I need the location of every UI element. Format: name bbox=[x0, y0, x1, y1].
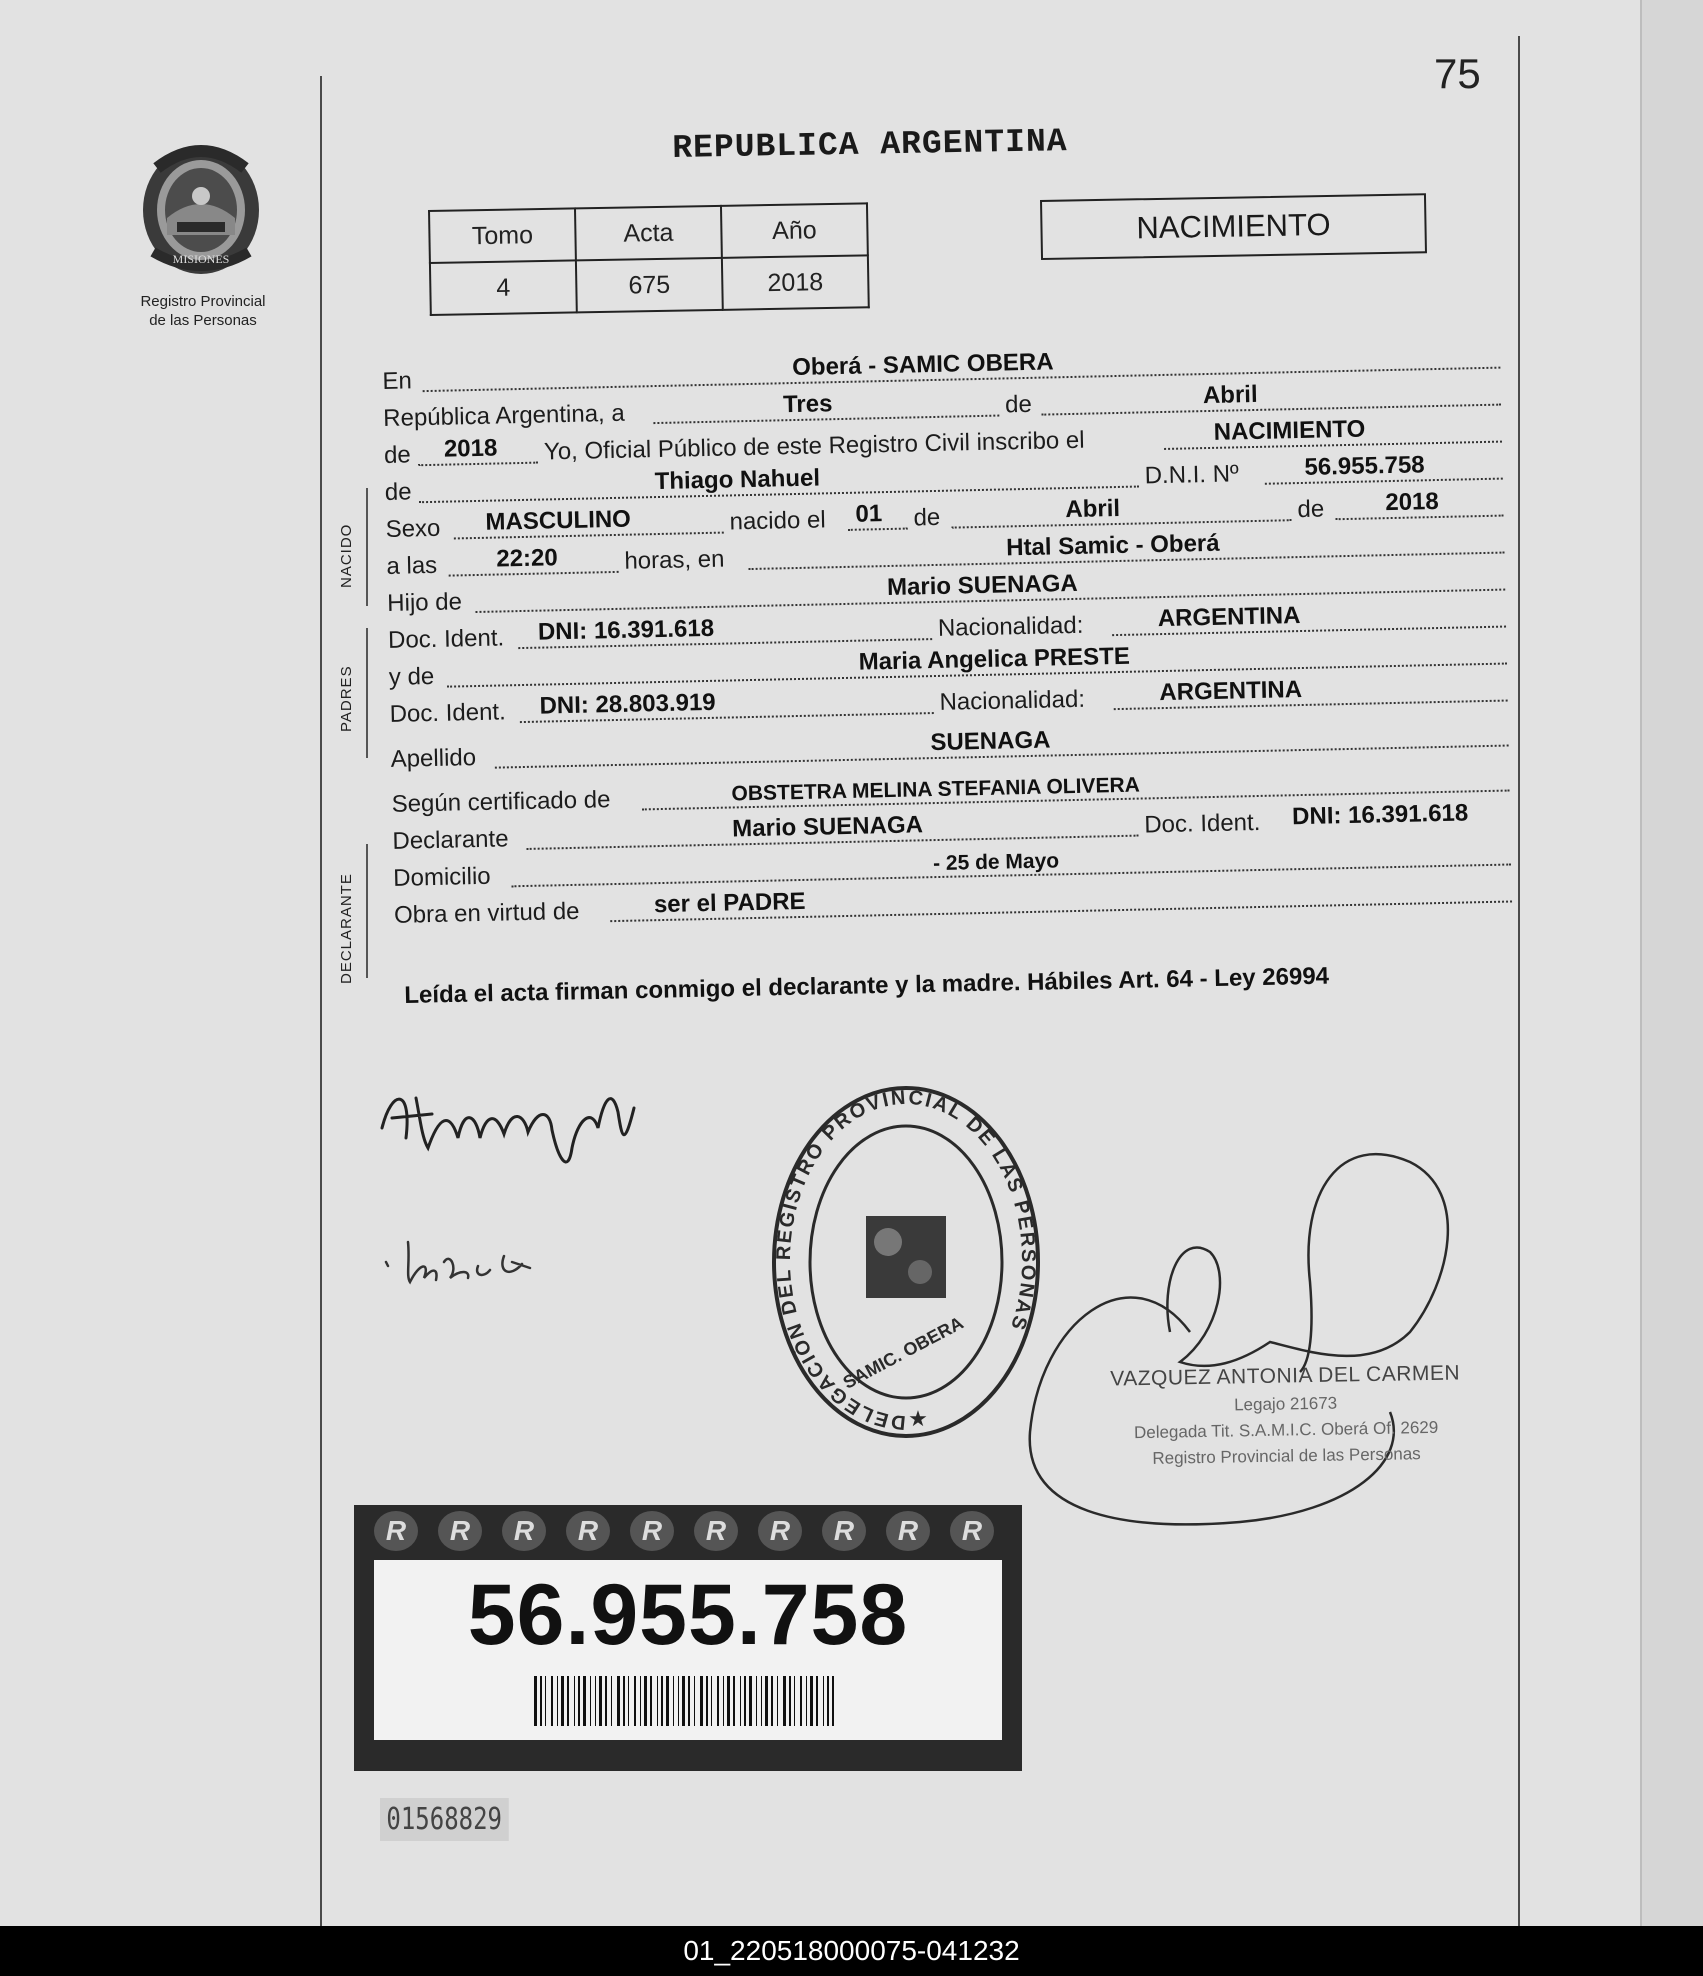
barcode bbox=[534, 1676, 834, 1726]
row-declarant: Declarante Mario SUENAGA Doc. Ident. DNI: 16.391.618 bbox=[392, 799, 1469, 855]
barcode-bar bbox=[567, 1676, 569, 1726]
barcode-bar bbox=[744, 1676, 746, 1726]
barcode-bar bbox=[777, 1676, 778, 1726]
barcode-bar bbox=[628, 1676, 629, 1726]
acta-value: 675 bbox=[576, 258, 723, 313]
mother-signature bbox=[380, 1232, 540, 1292]
barcode-bar bbox=[771, 1676, 773, 1726]
anio-value: 2018 bbox=[722, 255, 869, 310]
mother-value: Maria Angelica PRESTE bbox=[858, 642, 1131, 676]
row-father-doc: Doc. Ident. DNI: 16.391.618 Nacionalidad: ARGENTINA bbox=[388, 597, 1507, 658]
birth-month-value: Abril bbox=[1065, 494, 1121, 524]
sticker-badge: R bbox=[630, 1511, 674, 1551]
anio-header: Año bbox=[721, 203, 868, 258]
barcode-bar bbox=[723, 1676, 724, 1726]
barcode-bar bbox=[756, 1676, 757, 1726]
barcode-bar bbox=[827, 1676, 829, 1726]
barcode-bar bbox=[711, 1676, 712, 1726]
father-value: Mario SUENAGA bbox=[886, 569, 1078, 602]
barcode-bar bbox=[727, 1676, 730, 1726]
birth-place-value: Htal Samic - Oberá bbox=[1005, 529, 1220, 562]
barcode-bar bbox=[650, 1676, 652, 1726]
barcode-bar bbox=[534, 1676, 537, 1726]
barcode-bar bbox=[661, 1676, 663, 1726]
officer-name: VAZQUEZ ANTONIA DEL CARMEN bbox=[1110, 1361, 1461, 1391]
row-date: República Argentina, a Tres de Abril bbox=[383, 375, 1502, 436]
barcode-bar bbox=[761, 1676, 762, 1726]
birth-day-value: 01 bbox=[855, 500, 883, 528]
barcode-bar bbox=[688, 1676, 690, 1726]
barcode-bar bbox=[706, 1676, 708, 1726]
mother-doc-value: DNI: 28.803.919 bbox=[539, 688, 716, 720]
month-value: Abril bbox=[1202, 380, 1258, 410]
officer-block bbox=[1085, 1361, 1487, 1470]
barcode-bar bbox=[800, 1676, 802, 1726]
registry-label: Registro Provincial de las Personas bbox=[140, 293, 266, 329]
row-child: de Thiago Nahuel D.N.I. Nº 56.955.758 bbox=[384, 449, 1503, 510]
sticker-badge: R bbox=[758, 1511, 802, 1551]
dni-number: 56.955.758 bbox=[467, 1567, 909, 1663]
barcode-bar bbox=[749, 1676, 752, 1726]
closing-statement: Leída el acta firman conmigo el declarante y la madre. Hábiles Art. 64 - Ley 26994 bbox=[404, 962, 1330, 1009]
birth-record-form bbox=[382, 338, 1512, 933]
year-value: 2018 bbox=[443, 434, 498, 463]
row-certificate: Según certificado de OBSTETRA MELINA STEFANIA OLIVERA bbox=[391, 761, 1510, 822]
capacity-value: ser el PADRE bbox=[653, 887, 806, 919]
barcode-bar bbox=[678, 1676, 679, 1726]
section-padres-line bbox=[366, 628, 368, 758]
acta-header: Acta bbox=[575, 206, 722, 261]
barcode-bar bbox=[794, 1676, 795, 1726]
barcode-bar bbox=[694, 1676, 695, 1726]
tomo-header: Tomo bbox=[429, 208, 576, 263]
surname-value: SUENAGA bbox=[930, 726, 1051, 757]
row-place: En Oberá - SAMIC OBERA bbox=[382, 338, 1501, 399]
sticker-badge: R bbox=[374, 1511, 418, 1551]
row-year: de 2018 Yo, Oficial Público de este Registro Civil inscribo el NACIMIENTO bbox=[384, 412, 1503, 473]
sticker-badge: R bbox=[502, 1511, 546, 1551]
section-declarante-line bbox=[366, 844, 368, 978]
barcode-bar bbox=[623, 1676, 625, 1726]
barcode-bar bbox=[789, 1676, 791, 1726]
declarant-signature bbox=[372, 1068, 682, 1178]
barcode-bar bbox=[574, 1676, 575, 1726]
barcode-bar bbox=[561, 1676, 564, 1726]
row-time-place: a las 22:20 horas, en Htal Samic - Oberá bbox=[386, 523, 1505, 584]
dni-sticker bbox=[354, 1505, 1022, 1771]
sticker-badge: R bbox=[950, 1511, 994, 1551]
barcode-bar bbox=[673, 1676, 674, 1726]
row-address: Domicilio - 25 de Mayo bbox=[393, 834, 1512, 895]
sticker-badge: R bbox=[822, 1511, 866, 1551]
sticker-badge: R bbox=[694, 1511, 738, 1551]
birth-time-value: 22:20 bbox=[496, 544, 558, 573]
barcode-bar bbox=[611, 1676, 612, 1726]
barcode-bar bbox=[765, 1676, 768, 1726]
barcode-bar bbox=[682, 1676, 685, 1726]
barcode-bar bbox=[740, 1676, 741, 1726]
row-mother: y de Maria Angelica PRESTE bbox=[388, 634, 1507, 695]
child-name-value: Thiago Nahuel bbox=[654, 464, 821, 496]
barcode-bar bbox=[717, 1676, 719, 1726]
barcode-bar bbox=[578, 1676, 580, 1726]
birth-year-value: 2018 bbox=[1385, 487, 1439, 517]
sticker-badge: R bbox=[886, 1511, 930, 1551]
inscribo-value: NACIMIENTO bbox=[1213, 415, 1366, 446]
barcode-bar bbox=[832, 1676, 834, 1726]
certificate-value: OBSTETRA MELINA STEFANIA OLIVERA bbox=[731, 773, 1141, 806]
barcode-bar bbox=[595, 1676, 596, 1726]
right-margin-line bbox=[1518, 36, 1520, 1926]
barcode-bar bbox=[590, 1676, 591, 1726]
dni-sticker-panel bbox=[374, 1560, 1002, 1740]
father-doc-value: DNI: 16.391.618 bbox=[537, 614, 715, 646]
section-padres-label: PADRES bbox=[338, 665, 355, 732]
row-father: Hijo de Mario SUENAGA bbox=[387, 560, 1506, 621]
section-nacido-line bbox=[366, 488, 368, 606]
stamp-sub-text: SAMIC. OBERA bbox=[839, 1312, 967, 1393]
sex-value: MASCULINO bbox=[485, 505, 632, 536]
row-surname: Apellido SUENAGA bbox=[390, 716, 1509, 777]
barcode-bar bbox=[551, 1676, 553, 1726]
row-mother-doc: Doc. Ident. DNI: 28.803.919 Nacionalidad: ARGENTINA bbox=[389, 671, 1508, 732]
serial-number: 01568829 bbox=[380, 1798, 508, 1841]
section-nacido-label: NACIDO bbox=[338, 523, 355, 588]
day-value: Tres bbox=[782, 390, 833, 419]
child-dni-value: 56.955.758 bbox=[1304, 451, 1425, 481]
declarant-doc-value: DNI: 16.391.618 bbox=[1291, 799, 1469, 831]
barcode-bar bbox=[599, 1676, 602, 1726]
mother-nat-value: ARGENTINA bbox=[1159, 676, 1303, 707]
father-nat-value: ARGENTINA bbox=[1157, 602, 1301, 633]
officer-registry: Registro Provincial de las Personas bbox=[1152, 1444, 1421, 1468]
svg-text:★: ★ bbox=[908, 1406, 928, 1431]
act-type-box: NACIMIENTO bbox=[1040, 193, 1427, 260]
barcode-bar bbox=[605, 1676, 607, 1726]
barcode-bar bbox=[666, 1676, 669, 1726]
barcode-bar bbox=[816, 1676, 818, 1726]
sticker-badge: R bbox=[438, 1511, 482, 1551]
stamp-ring-text: DELEGACIÓN DEL REGISTRO PROVINCIAL DE LAS PERSONAS bbox=[772, 1086, 1040, 1434]
officer-role: Delegada Tit. S.A.M.I.C. Oberá Of. 2629 bbox=[1133, 1417, 1439, 1443]
barcode-bar bbox=[700, 1676, 703, 1726]
barcode-bar bbox=[783, 1676, 786, 1726]
page-number: 75 bbox=[1434, 50, 1481, 97]
section-declarante-label: DECLARANTE bbox=[338, 873, 355, 984]
document-title: REPUBLICA ARGENTINA bbox=[672, 123, 1068, 167]
barcode-bar bbox=[617, 1676, 620, 1726]
footer-id: 01_220518000075-041232 bbox=[0, 1926, 1703, 1976]
tomo-value: 4 bbox=[430, 260, 577, 315]
barcode-bar bbox=[583, 1676, 586, 1726]
officer-legajo: Legajo 21673 bbox=[1233, 1393, 1338, 1415]
barcode-bar bbox=[557, 1676, 558, 1726]
row-capacity: Obra en virtud de ser el PADRE bbox=[394, 871, 1513, 932]
sticker-badge: R bbox=[566, 1511, 610, 1551]
officer-signature bbox=[1010, 1132, 1480, 1532]
barcode-bar bbox=[634, 1676, 636, 1726]
address-value: - 25 de Mayo bbox=[932, 849, 1060, 876]
barcode-bar bbox=[657, 1676, 658, 1726]
left-margin-line bbox=[320, 76, 322, 1926]
barcode-bar bbox=[806, 1676, 807, 1726]
provincial-seal bbox=[135, 140, 267, 280]
place-value: Oberá - SAMIC OBERA bbox=[791, 348, 1054, 382]
barcode-bar bbox=[733, 1676, 735, 1726]
declarant-value: Mario SUENAGA bbox=[731, 811, 924, 843]
barcode-bar bbox=[540, 1676, 542, 1726]
tomo-acta-table bbox=[428, 202, 870, 316]
barcode-bar bbox=[644, 1676, 647, 1726]
barcode-bar bbox=[810, 1676, 813, 1726]
seal-lettering: MISIONES bbox=[172, 252, 230, 266]
barcode-bar bbox=[640, 1676, 641, 1726]
registry-stamp bbox=[768, 1082, 1044, 1450]
row-sex-birth: Sexo MASCULINO nacido el 01 de Abril de 2018 bbox=[385, 486, 1504, 547]
barcode-bar bbox=[545, 1676, 546, 1726]
barcode-bar bbox=[823, 1676, 824, 1726]
